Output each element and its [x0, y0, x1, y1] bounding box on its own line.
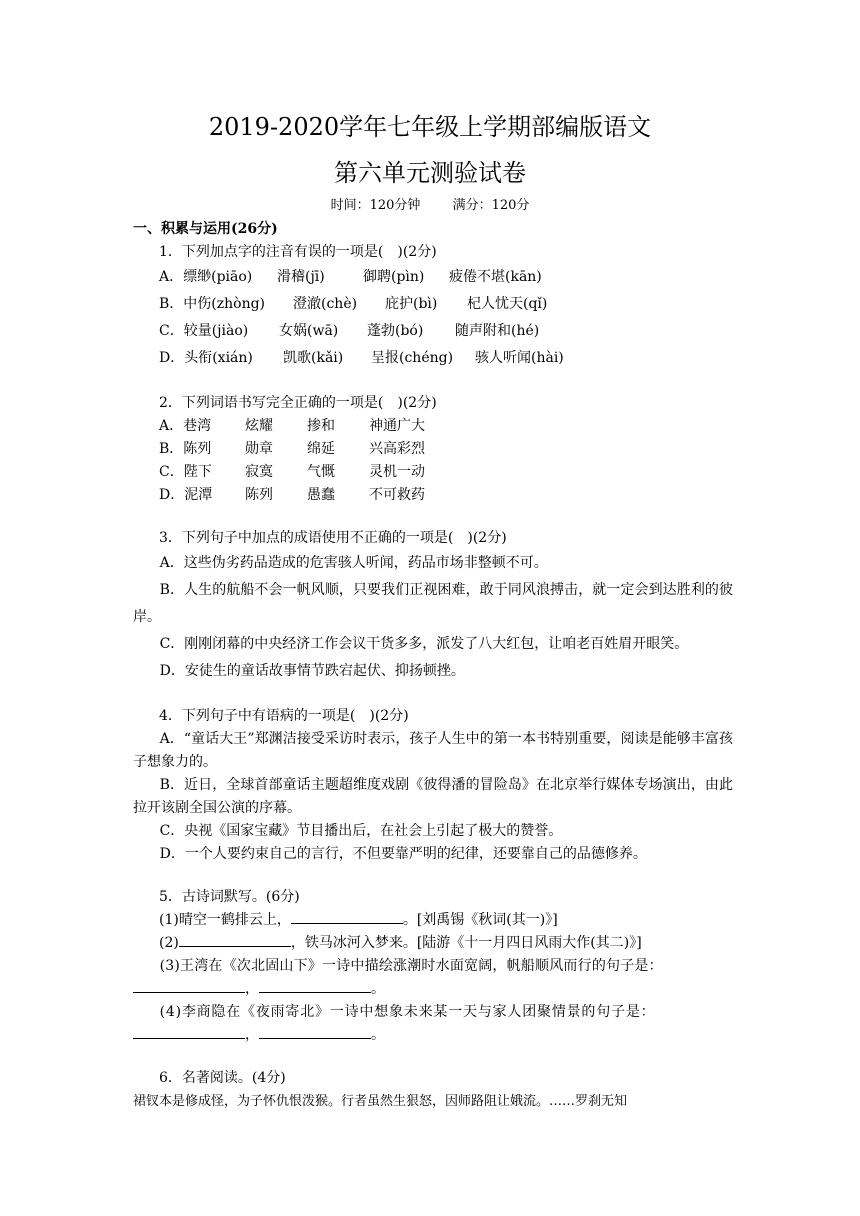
q5-item4-comma: ，	[245, 1027, 259, 1043]
q5-item4-answer	[133, 1024, 733, 1047]
q2-b-3: 绵延	[307, 441, 335, 457]
q5-item1-text: (1)晴空一鹤排云上，	[159, 912, 291, 928]
section-heading: 一、积累与运用(26分)	[133, 221, 278, 237]
q5-item3-period: 。	[371, 981, 385, 997]
q6-passage: 裙钗本是修成怪，为子怀仇恨泼猴。行者虽然生狠怒，因师路阻让娥流。……罗刹无知	[133, 1094, 628, 1109]
q1-d-3: 呈报(chéng)	[371, 350, 454, 366]
q5-blank-2[interactable]	[179, 932, 291, 947]
q5-item4-period: 。	[371, 1027, 385, 1043]
q5-item3-answer	[133, 978, 733, 1001]
q1-c-1: C．较量(jiào)	[159, 323, 249, 339]
q2-option-b	[133, 438, 733, 461]
q2-d-4: 不可救药	[369, 487, 425, 503]
q1-b-2: 澄澈(chè)	[293, 296, 358, 312]
q5-item1	[133, 909, 733, 932]
q3-option-c: C．刚刚闭幕的中央经济工作会议干货多多，派发了八大红包，让咱老百姓眉开眼笑。	[159, 636, 689, 652]
q2-option-a	[133, 415, 733, 438]
q1-b-3: 庇护(bì)	[385, 296, 438, 312]
q4-option-a: A．“童话大王”郑渊洁接受采访时表示，孩子人生中的第一本书特别重要，阅读是能够丰富孩子想象力的。	[133, 731, 733, 770]
q4-option-c: C．央视《国家宝藏》节目播出后，在社会上引起了极大的赞誉。	[159, 823, 563, 839]
q1-d-1: D．头衔(xián)	[159, 350, 253, 366]
exam-meta	[0, 196, 860, 216]
q1-a-4: 疲倦不堪(kān)	[449, 269, 542, 285]
q1-d-2: 凯歌(kǎi)	[283, 350, 344, 366]
q2-option-c	[133, 461, 733, 484]
q2-b-2: 勋章	[245, 441, 273, 457]
exam-score: 满分：120分	[452, 198, 530, 213]
q2-option-d	[133, 484, 733, 507]
q5-blank-3a[interactable]	[133, 978, 245, 993]
q2-stem: 2．下列词语书写完全正确的一项是( )(2分)	[159, 395, 437, 411]
q1-c-4: 随声附和(hé)	[455, 323, 540, 339]
exam-content	[133, 218, 733, 1113]
q1-option-b	[133, 291, 733, 318]
q4-option-d: D．一个人要约束自己的言行，不但要靠严明的纪律，还要靠自己的品德修养。	[159, 846, 647, 862]
q2-a-2: 炫耀	[245, 418, 273, 434]
q3-stem: 3．下列句子中加点的成语使用不正确的一项是( )(2分)	[159, 530, 507, 546]
q5-stem: 5．古诗词默写。(6分)	[159, 889, 300, 905]
q1-a-1: A．缥缈(piāo)	[159, 269, 253, 285]
q5-item2	[133, 932, 733, 955]
q2-c-1: C．陛下	[159, 464, 212, 480]
q3-option-b: B．人生的航船不会一帆风顺，只要我们正视困难，敢于同风浪搏击，就一定会到达胜利的彼岸。	[133, 582, 733, 625]
exam-time: 时间：120分钟	[330, 198, 421, 213]
q5-blank-4a[interactable]	[133, 1024, 245, 1039]
q2-a-4: 神通广大	[369, 418, 425, 434]
q4-stem: 4．下列句子中有语病的一项是( )(2分)	[159, 708, 409, 724]
q2-d-3: 愚蠢	[307, 487, 335, 503]
q5-blank-3b[interactable]	[259, 978, 371, 993]
q2-c-2: 寂寞	[245, 464, 273, 480]
q5-item2-number: (2)	[159, 935, 179, 951]
exam-title-line2: 第六单元测验试卷	[334, 159, 526, 187]
exam-title-line1: 2019-2020学年七年级上学期部编版语文	[208, 113, 652, 141]
q1-option-a	[133, 264, 733, 291]
q2-b-4: 兴高彩烈	[369, 441, 425, 457]
q5-item4: (4)李商隐在《夜雨寄北》一诗中想象未来某一天与家人团聚情景的句子是：	[159, 1004, 656, 1020]
q1-b-4: 杞人忧天(qǐ)	[467, 296, 548, 312]
q2-a-1: A．巷湾	[159, 418, 212, 434]
q1-a-3: 御聘(pìn)	[363, 269, 425, 285]
q5-blank-1[interactable]	[291, 909, 403, 924]
q1-option-c	[133, 318, 733, 345]
q1-c-3: 蓬勃(bó)	[367, 323, 424, 339]
q3-option-d: D．安徒生的童话故事情节跌宕起伏、抑扬顿挫。	[159, 663, 465, 679]
q5-blank-4b[interactable]	[259, 1024, 371, 1039]
q4-option-b: B．近日，全球首部童话主题超维度戏剧《彼得潘的冒险岛》在北京举行媒体专场演出，由此拉开该剧全国公演的序幕。	[133, 777, 733, 816]
q1-c-2: 女娲(wā)	[279, 323, 339, 339]
q3-option-a: A．这些伪劣药品造成的危害骇人听闻，药品市场非整顿不可。	[159, 555, 548, 571]
q6-stem: 6．名著阅读。(4分)	[159, 1070, 286, 1086]
q2-b-1: B．陈列	[159, 441, 212, 457]
q5-item1-source: 。[刘禹锡《秋词(其一)》]	[402, 912, 558, 928]
q1-stem: 1．下列加点字的注音有误的一项是( )(2分)	[159, 244, 437, 260]
q5-item2-text: ，铁马冰河入梦来。[陆游《十一月四日风雨大作(其二)》]	[290, 935, 642, 951]
q1-option-d	[133, 345, 733, 372]
q1-b-1: B．中伤(zhòng)	[159, 296, 266, 312]
q5-item3-comma: ，	[245, 981, 259, 997]
q2-d-1: D．泥潭	[159, 487, 213, 503]
q1-a-2: 滑稽(jī)	[277, 269, 325, 285]
q2-d-2: 陈列	[245, 487, 273, 503]
q5-item3: (3)王湾在《次北固山下》一诗中描绘涨潮时水面宽阔，帆船顺风而行的句子是：	[159, 958, 663, 974]
q2-a-3: 掺和	[307, 418, 335, 434]
q2-c-4: 灵机一动	[369, 464, 425, 480]
q2-c-3: 气慨	[307, 464, 335, 480]
q1-d-4: 骇人听闻(hài)	[475, 350, 564, 366]
